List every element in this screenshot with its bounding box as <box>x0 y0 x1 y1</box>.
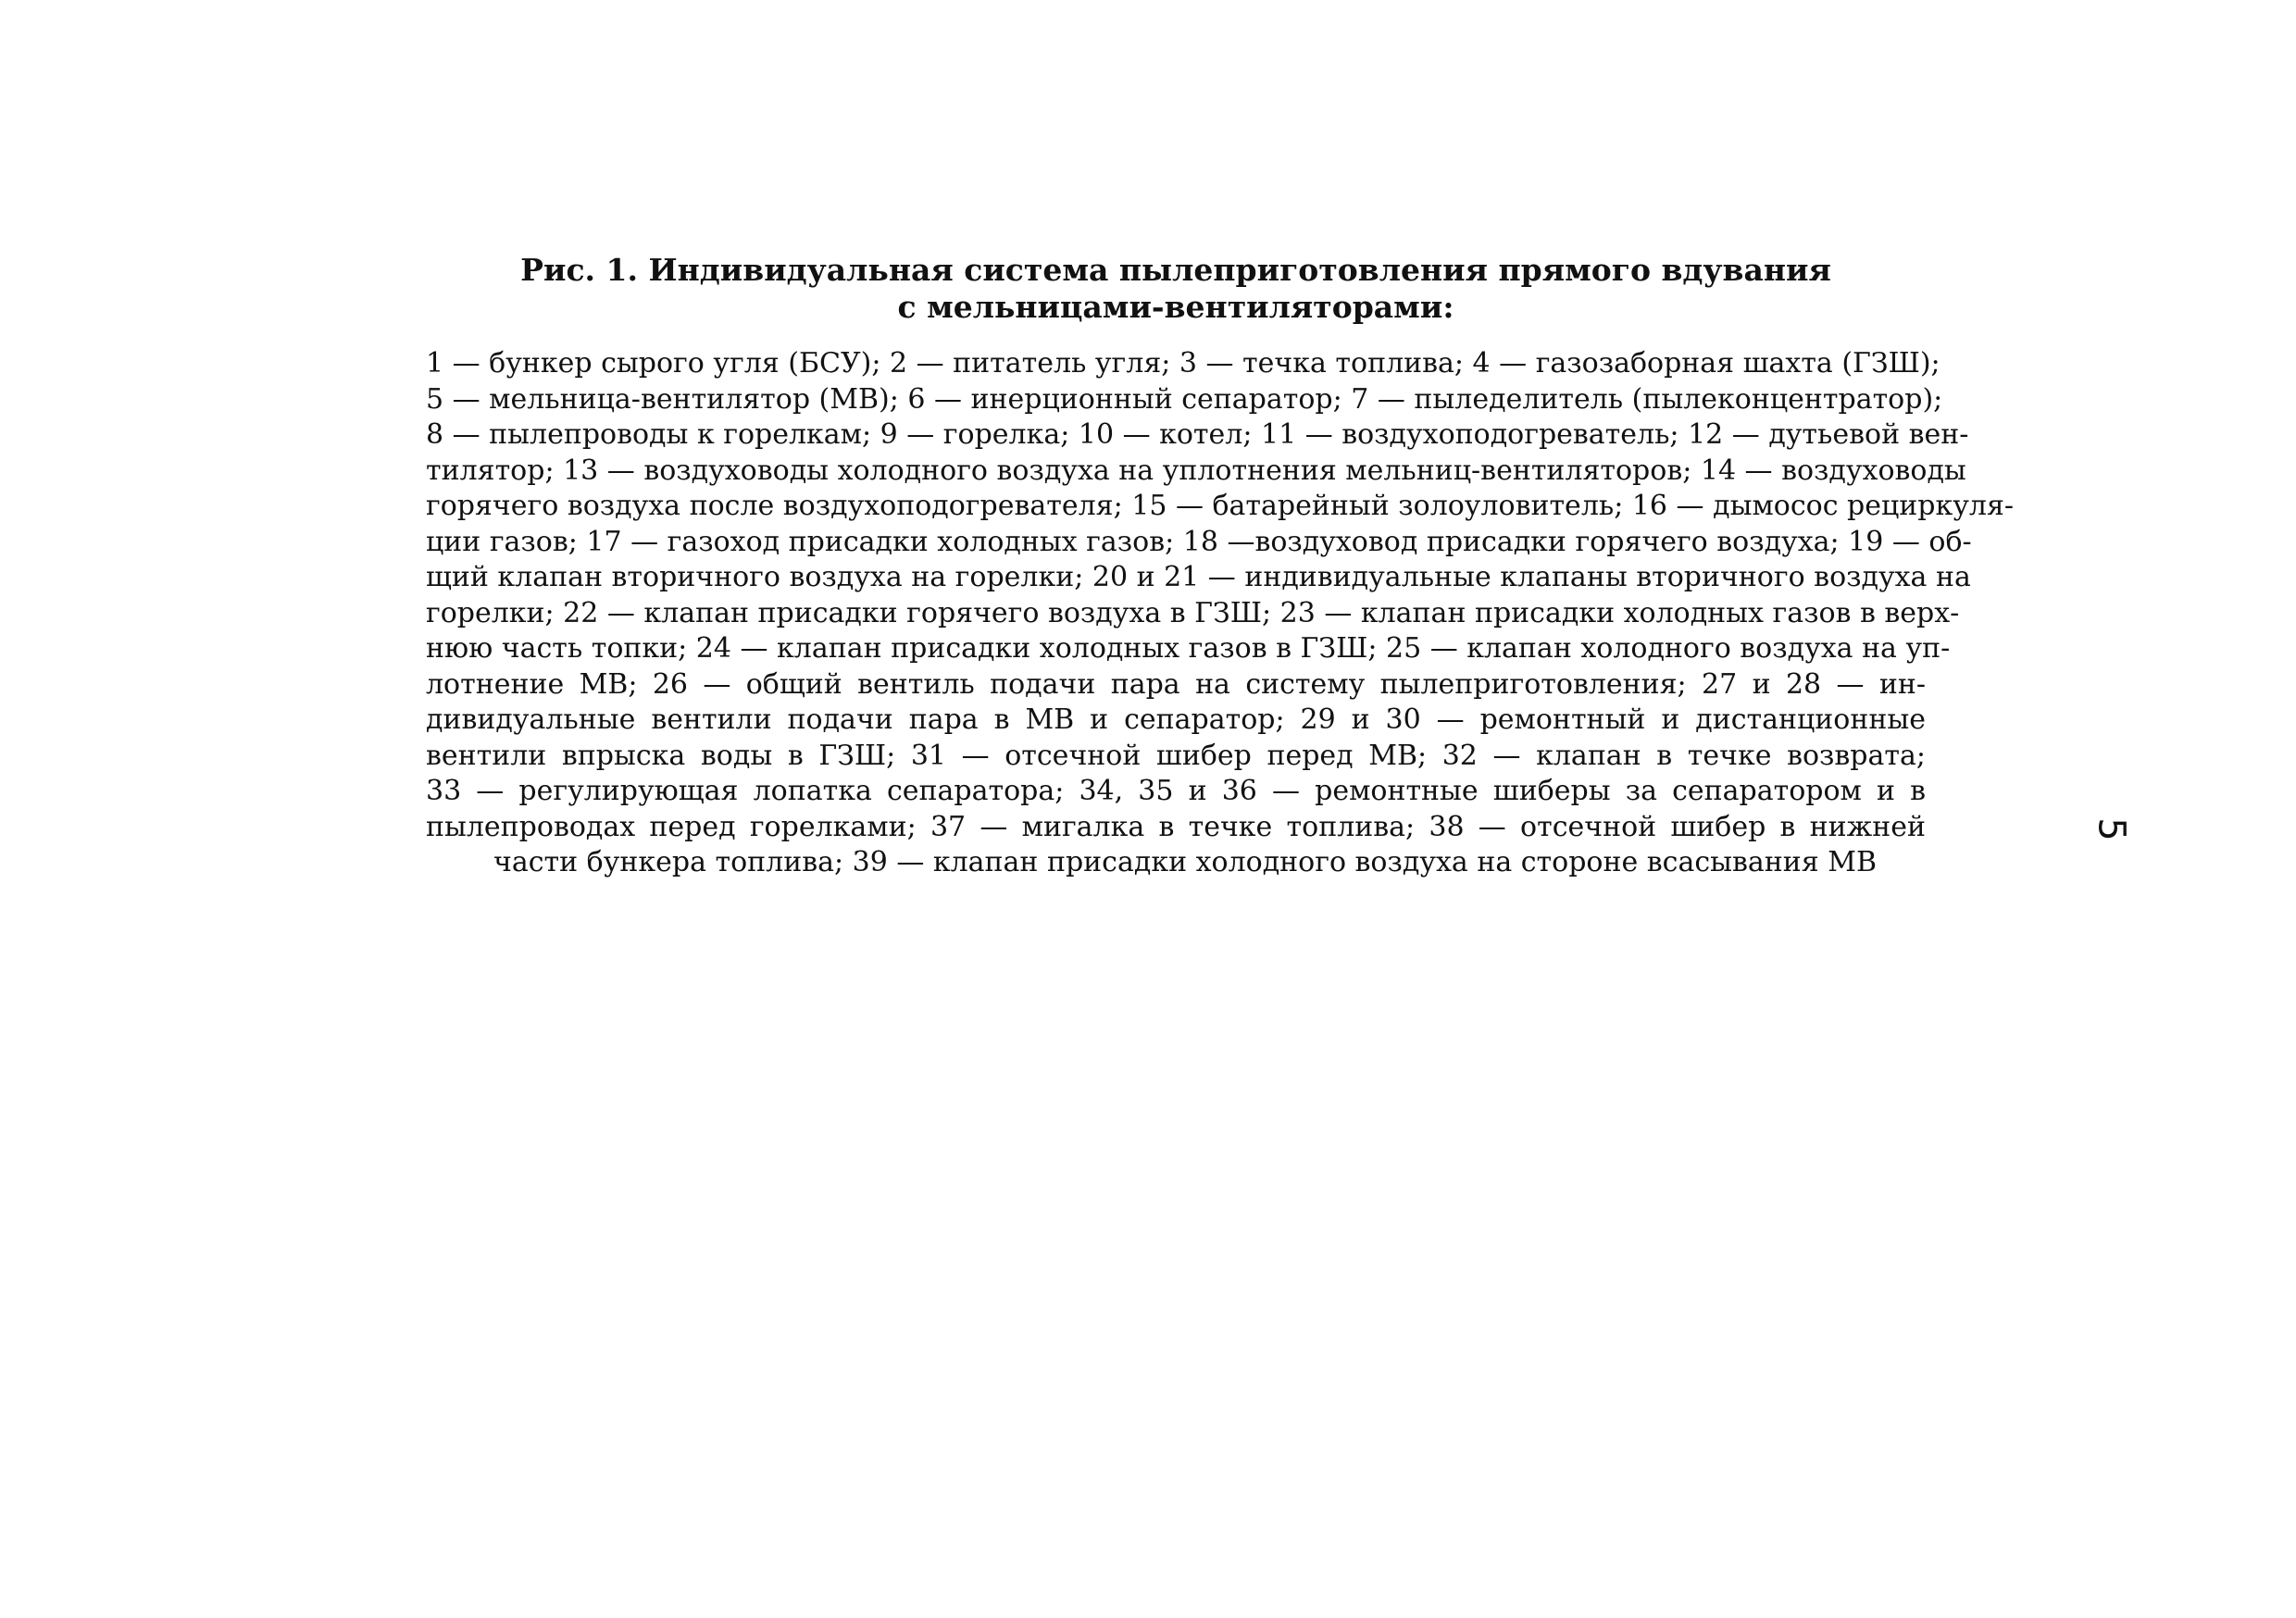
legend-line: ции газов; 17 — газоход присадки холодных газов; 18 —воздуховод присадки горячего воздуха; 19 — об- <box>426 525 1972 558</box>
legend-line: пылепроводах перед горелками; 37 — мигалка в течке топлива; 38 — отсечной шибер в нижней <box>426 810 1926 843</box>
figure-legend <box>426 346 2015 881</box>
legend-line: лотнение МВ; 26 — общий вентиль подачи пара на систему пылеприготовления; 27 и 28 — ин- <box>426 667 1926 701</box>
figure-title-line: с мельницами-вентиляторами: <box>897 289 1454 325</box>
page-number: 5 <box>2090 817 2133 841</box>
legend-line: части бункера топлива; 39 — клапан присадки холодного воздуха на стороне всасывания МВ <box>493 846 1877 878</box>
legend-line: 33 — регулирующая лопатка сепаратора; 34, 35 и 36 — ремонтные шиберы за сепаратором и в <box>426 775 1926 807</box>
legend-line: 1 — бункер сырого угля (БСУ); 2 — питатель угля; 3 — течка топлива; 4 — газозаборная шахта (ГЗШ); <box>426 347 1940 380</box>
legend-line: 5 — мельница-вентилятор (МВ); 6 — инерционный сепаратор; 7 — пыледелитель (пылеконцентратор); <box>426 382 1943 416</box>
legend-line: горячего воздуха после воздухоподогревателя; 15 — батарейный золоуловитель; 16 — дымосос рециркуля- <box>426 490 2015 522</box>
legend-line: 8 — пылепроводы к горелкам; 9 — горелка; 10 — котел; 11 — воздухоподогреватель; 12 — дутьевой вен- <box>426 418 1969 451</box>
legend-line: горелки; 22 — клапан присадки горячего воздуха в ГЗШ; 23 — клапан присадки холодных газов в верх- <box>426 596 1960 629</box>
figure-caption <box>426 252 2015 881</box>
legend-line: щий клапан вторичного воздуха на горелки; 20 и 21 — индивидуальные клапаны вторичного воздуха на <box>426 561 1971 593</box>
figure-title-line: Рис. 1. Индивидуальная система пылеприготовления прямого вдувания <box>520 252 1831 288</box>
figure-title <box>426 252 1926 326</box>
legend-line: нюю часть топки; 24 — клапан присадки холодных газов в ГЗШ; 25 — клапан холодного воздуха на уп- <box>426 632 1951 665</box>
legend-line: дивидуальные вентили подачи пара в МВ и сепаратор; 29 и 30 — ремонтный и дистанционные <box>426 703 1926 736</box>
legend-line: вентили впрыска воды в ГЗШ; 31 — отсечной шибер перед МВ; 32 — клапан в течке возврата; <box>426 739 1926 772</box>
legend-line: тилятор; 13 — воздуховоды холодного воздуха на уплотнения мельниц-вентиляторов; 14 — воздуховоды <box>426 454 1966 487</box>
